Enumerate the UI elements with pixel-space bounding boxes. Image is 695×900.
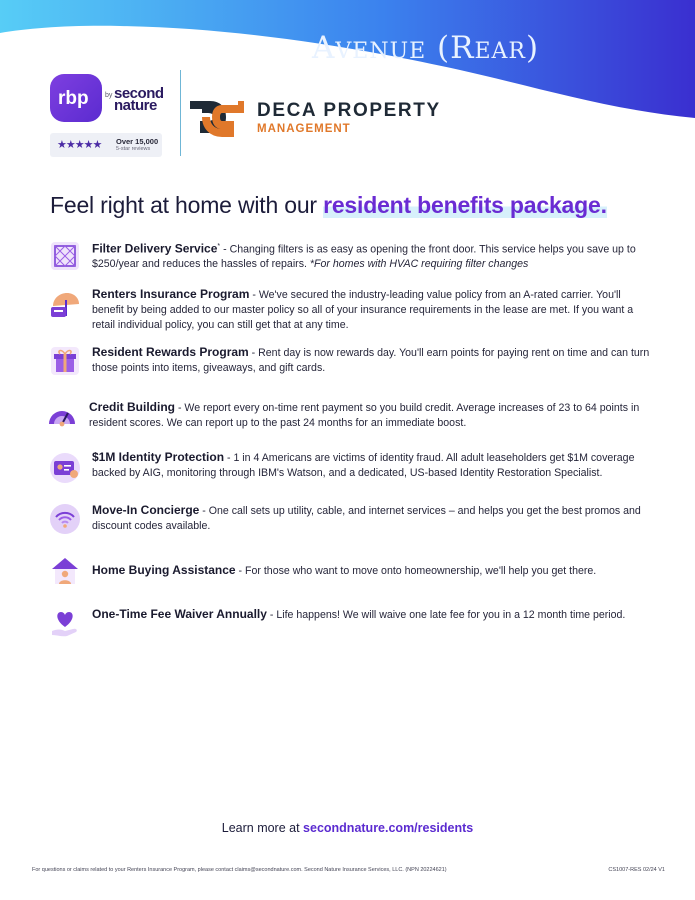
wifi-icon <box>49 503 81 535</box>
benefit-description: For those who want to move onto homeownership, we'll help you get there. <box>245 565 597 577</box>
benefit-title: $1M Identity Protection <box>92 450 225 464</box>
headline-highlight: resident benefits package. <box>323 192 607 218</box>
headline-prefix: Feel right at home with our <box>50 192 324 218</box>
page-title: Avenue (Rear) <box>312 30 540 66</box>
benefit-separator: - <box>224 452 234 464</box>
benefit-description: One call sets up utility, cable, and internet services – and helps you get the best promos and discount codes available. <box>92 505 641 532</box>
rbp-badge <box>50 74 102 122</box>
benefit-separator: - <box>266 609 277 621</box>
benefit-title: One-Time Fee Waiver Annually <box>92 607 267 621</box>
benefit-title: Filter Delivery Service <box>92 241 218 256</box>
benefit-separator: - <box>235 565 246 577</box>
star-rating-icon: ★★★★★ <box>57 139 102 151</box>
gift-icon <box>49 345 81 377</box>
benefit-text <box>92 503 652 534</box>
benefit-separator: - <box>249 289 259 301</box>
benefit-text <box>92 607 632 623</box>
benefit-title: Home Buying Assistance <box>92 563 236 577</box>
deca-logo-icon <box>188 97 244 137</box>
logo-divider <box>180 70 181 156</box>
benefit-text <box>89 400 649 431</box>
benefit-separator: - <box>220 243 230 256</box>
benefit-text <box>92 287 652 332</box>
benefit-footnote-mark: * <box>217 243 221 250</box>
benefit-title: Move-In Concierge <box>92 503 200 517</box>
benefit-title: Credit Building <box>89 400 175 414</box>
benefit-text <box>92 345 652 376</box>
second-nature-brand: second nature <box>114 85 164 114</box>
benefit-separator: - <box>175 402 185 414</box>
learn-more-link[interactable]: secondnature.com/residents <box>303 821 474 835</box>
gauge-icon <box>46 400 78 432</box>
heart-hand-icon <box>49 607 81 639</box>
benefit-text <box>92 240 652 272</box>
benefit-description: Life happens! We will waive one late fee for you in a 12 month time period. <box>276 609 626 621</box>
benefit-text <box>92 450 652 481</box>
deca-name: DECA PROPERTY <box>257 100 441 121</box>
learn-more <box>0 821 695 835</box>
benefit-description: We've secured the industry-leading value policy from an A-rated carrier. You'll benefit by being added to our master policy so all of your insurance requirements in the lease are met. If you want a retail individual policy, you can still get that at any time. <box>92 289 634 331</box>
rbp-by-text: by <box>105 92 113 99</box>
benefit-title: Renters Insurance Program <box>92 287 250 301</box>
benefit-description: Rent day is now rewards day. You'll earn points for paying rent on time and can turn those points into items, giveaways, and gift cards. <box>92 347 650 374</box>
filter-icon <box>49 240 81 272</box>
id-card-icon <box>49 452 81 484</box>
deca-subtitle: MANAGEMENT <box>257 123 351 135</box>
benefit-separator: - <box>248 347 259 359</box>
rbp-badge-text: rbp <box>58 88 89 109</box>
headline <box>50 192 607 219</box>
benefit-description: We report every on-time rent payment so you build credit. Average increases of 23 to 64 points in resident scores. We can report up to the past 24 months for an immediate boost. <box>89 402 640 429</box>
learn-more-prefix: Learn more at <box>221 821 304 835</box>
benefit-description: 1 in 4 Americans are victims of identity fraud. All adult leaseholders get $1M coverage backed by AIG, monitoring through IBM's Watson, and a dedicated, US-based Identity Restoration Specialist. <box>92 452 635 479</box>
document-code: CS1007-RES 02/24 V1 <box>608 867 665 873</box>
benefit-note: *For homes with HVAC requiring filter changes <box>309 258 529 271</box>
reviews-label: 5-star reviews <box>116 146 151 152</box>
reviews-badge <box>50 133 162 157</box>
reviews-count: Over 15,000 <box>116 137 159 146</box>
rbp-logo <box>50 72 168 128</box>
benefit-title: Resident Rewards Program <box>92 345 249 359</box>
benefit-text <box>92 563 652 579</box>
benefit-separator: - <box>199 505 209 517</box>
benefit-description: Changing filters is as easy as opening the front door. This service helps you save up to $250/year and reduces the hassles of repairs. <box>92 243 636 271</box>
house-icon <box>49 555 81 587</box>
umbrella-icon <box>49 290 81 322</box>
footnote: For questions or claims related to your Renters Insurance Program, please contact claims@secondnature.com. Second Nature Insurance Services, LLC. (NPN 20224621) <box>32 867 447 873</box>
